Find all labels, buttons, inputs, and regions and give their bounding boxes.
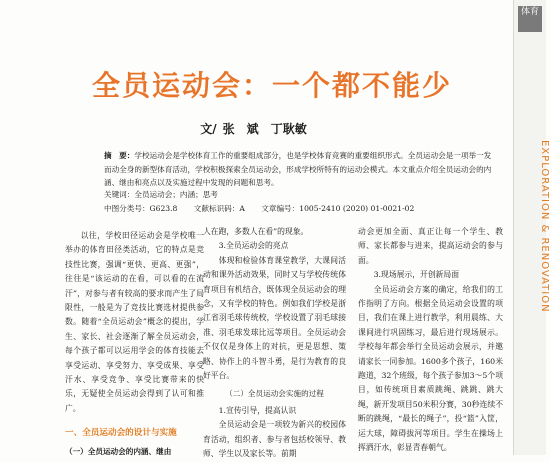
author-prefix: 文/: [200, 122, 217, 136]
subsection-heading: 1.宣传引导，提高认识: [218, 405, 297, 415]
side-rail-top-label: 体育: [518, 6, 542, 32]
keywords: [104, 189, 218, 200]
paragraph: 动会更加全面、真正让每一个学生、教师、家长都参与进来，提高运动会的参与面。: [358, 227, 503, 265]
author-name: 张 斌: [222, 122, 259, 136]
abstract-label: 摘 要：: [104, 151, 135, 160]
text-column-1: [65, 229, 204, 459]
paragraph: 全员运动会方案的确定，给我们的工作指明了方向。根据全员运动会设置的项目，我们在课上进行教学，利用晨练、大课间进行巩固练习，最后进行现场展示。学校每年都会举行全员运动会展示，并邀请家长一同参加。1600多个孩子，160米跑道，32个班级，每个孩子参加3～5个项目，如传统项目素质跳绳、跳跳、跳大绳，新开发项目50米积分赛，30秒连续不断的跳绳，“最长的绳子”，投“篮”入筐，运大球，障碍拔河等项目。学生在操场上挥洒汗水，彰显青春朝气。: [358, 284, 503, 453]
keywords-label: 关键词：: [104, 190, 135, 199]
author-name: 丁耿敏: [270, 122, 307, 136]
section-heading: 一、全员运动会的设计与实施: [65, 428, 177, 439]
subsection-heading: （一）全员运动会的内涵、继由: [65, 446, 172, 456]
subsection-heading: （二）全员运动会实施的过程: [225, 389, 324, 399]
subsection-heading: 3.现场展示，开创新局面: [373, 270, 460, 280]
author-line: [0, 120, 513, 137]
paragraph: 体现和检验体育课堂教学，大课间活动和课外活动效果，同时又与学校传统体育项目有机结合，既体现全员运动会的理念，又有学校的特色。例如我们学校是浙江省羽毛球传统校，学校设置了羽毛球接准、羽毛球发球比远等项目。全员运动会不仅仅是身体上的对抗，更是思想、策略、协作上的斗智斗勇，是行为教育的良好平台。: [203, 255, 346, 381]
keywords-text: 全员运动会；内涵；思考: [134, 190, 218, 199]
subsection-heading: 3.全员运动会的亮点: [218, 241, 289, 251]
document-code: 文献标识码：A: [193, 204, 245, 213]
article-title: 全员运动会：一个都不能少: [92, 69, 453, 102]
paragraph: 人在跑，多数人在看”的现象。: [203, 227, 309, 236]
article-number: 文章编号：1005-2410 (2020) 01-0021-02: [261, 204, 415, 213]
paragraph: 以往，学校田径运动会是学校唯一举办的体育田径类活动，它的特点是竞技性比赛，强调“更快、更高、更强”，往往是“该运动的在看，可以看的在流汗”，对参与者有较高的要求而产生了局限性，一般是为了竞技比赛选材提供参数。随着“全员运动会”概念的提出，学生、家长、社会逐渐了解全员运动会，每个孩子都可以运用学会的体育技能去享受运动、享受努力、享受成果、享受汗水、享受竞争、享受比赛带来的快乐，无疑使全员运动会得到了认可和推广。: [65, 231, 204, 413]
paragraph: 全员运动会是一项较为新兴的校园体育活动，组织者、参与者包括校领导、教师、学生以及家长等。前期: [203, 420, 346, 459]
publication-meta: [104, 203, 428, 214]
clc-number: 中图分类号：G623.8: [104, 204, 178, 213]
text-column-2: [203, 225, 346, 462]
abstract-text: 学校运动会是学校体育工作的重要组成部分，也是学校体育竞赛的重要组织形式。全员运动会是一项举一发而动全身的新型体育活动，学校积极探索全员运动会，形成学校所特有的运动会模式。本文重点介绍全员运动会的内涵、继由和亮点以及实施过程中发现的问题和思考。: [104, 151, 492, 188]
side-rail-vertical-text: EXPLORATION & RENOVATION: [539, 140, 550, 313]
abstract: [104, 149, 496, 190]
text-column-3: [358, 225, 503, 456]
